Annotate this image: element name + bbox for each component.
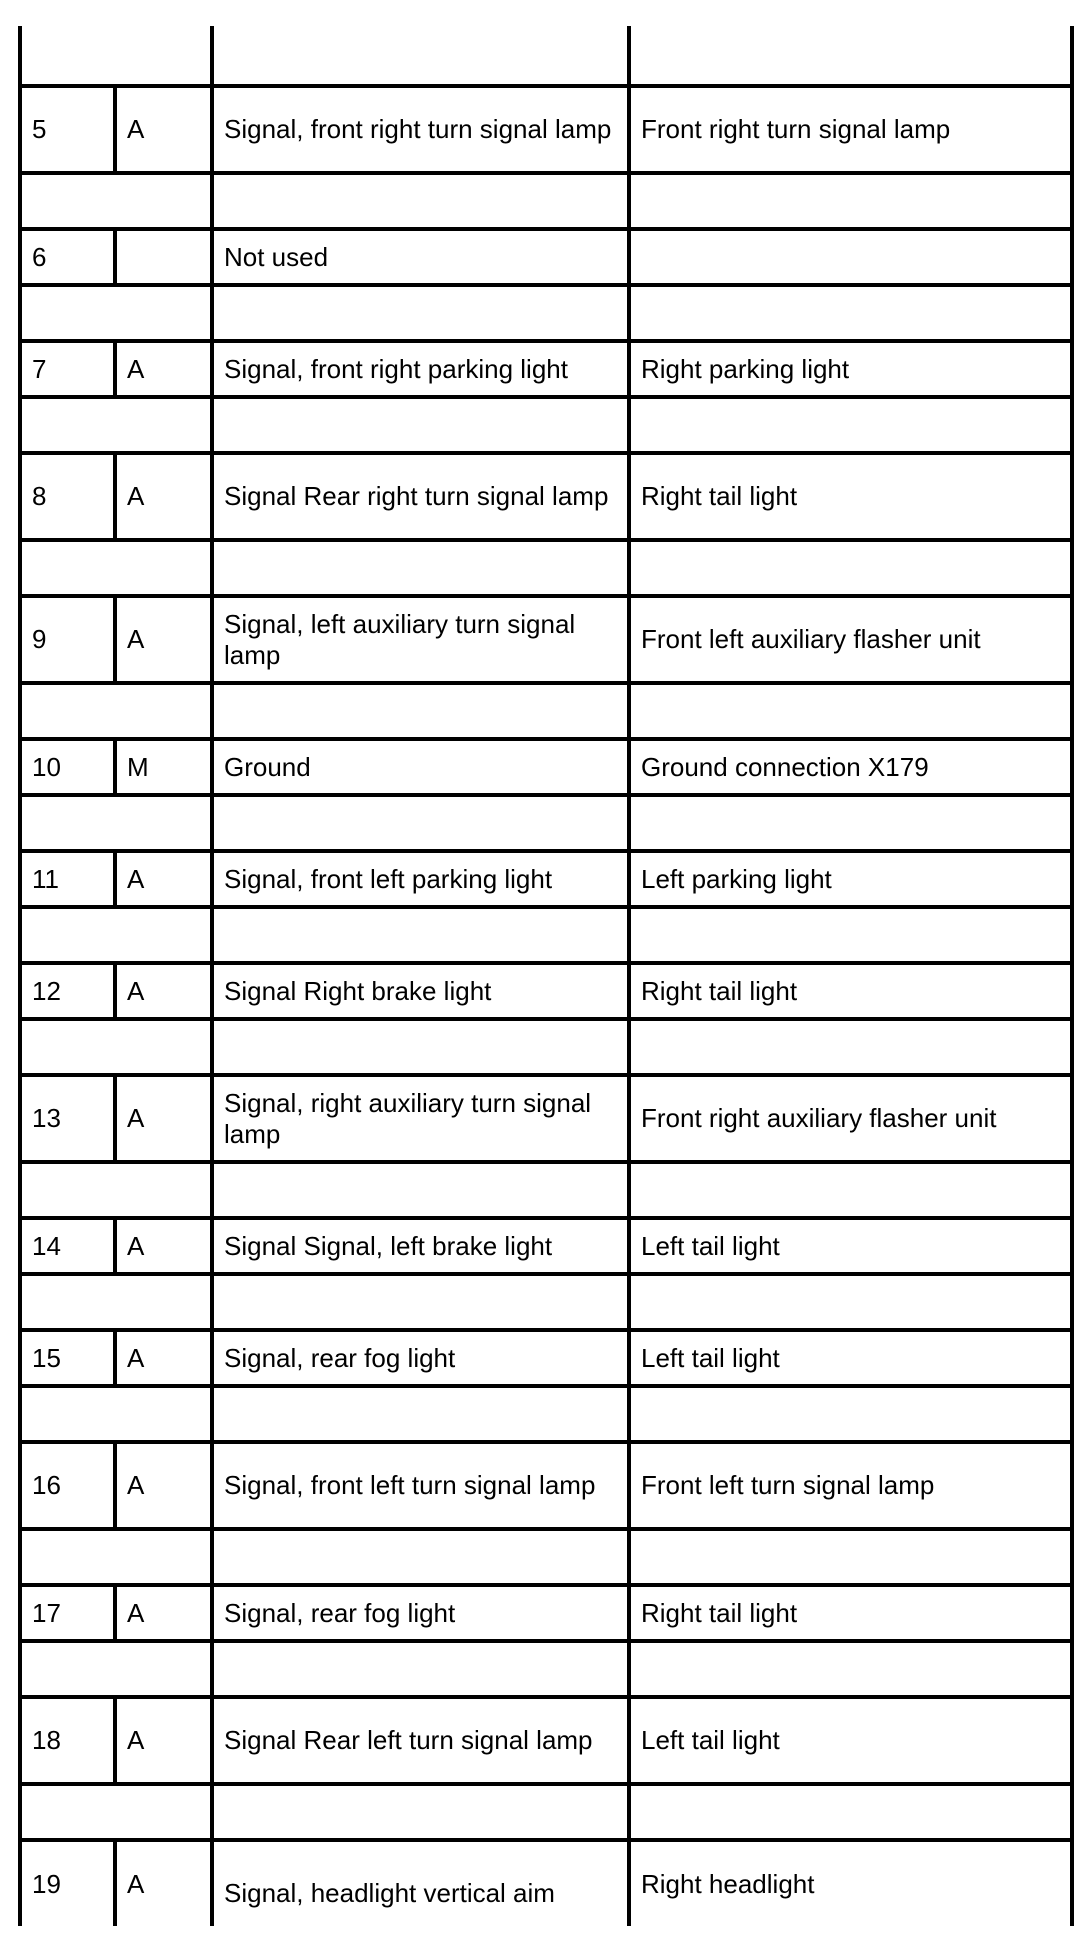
signal-description: Signal Right brake light: [212, 963, 629, 1019]
spacer-row: [20, 1019, 1072, 1075]
component-name: [629, 229, 1072, 285]
component-name: Right tail light: [629, 453, 1072, 540]
pin-number: 7: [20, 341, 115, 397]
table-row: [20, 1840, 1072, 1926]
pin-type: A: [115, 1585, 212, 1641]
component-name: Left tail light: [629, 1218, 1072, 1274]
table-row: [20, 739, 1072, 795]
signal-description: Not used: [212, 229, 629, 285]
component-name: Right tail light: [629, 963, 1072, 1019]
component-name: Right headlight: [629, 1840, 1072, 1926]
signal-description: Ground: [212, 739, 629, 795]
pin-number: 13: [20, 1075, 115, 1162]
pin-type: A: [115, 1075, 212, 1162]
spacer-row: [20, 173, 1072, 229]
pin-number: 12: [20, 963, 115, 1019]
pin-type: A: [115, 453, 212, 540]
pin-type: A: [115, 1330, 212, 1386]
signal-description: Signal, headlight vertical aim: [212, 1840, 629, 1926]
table-row: [20, 1218, 1072, 1274]
connector-pin-table: [18, 26, 1074, 1926]
component-name: Right parking light: [629, 341, 1072, 397]
pin-number: 10: [20, 739, 115, 795]
spacer-row: [20, 285, 1072, 341]
pin-type: A: [115, 1218, 212, 1274]
signal-description: Signal, right auxiliary turn signal lamp: [212, 1075, 629, 1162]
table-row: [20, 453, 1072, 540]
spacer-row: [20, 1386, 1072, 1442]
spacer-row: [20, 1529, 1072, 1585]
table-row: [20, 1442, 1072, 1529]
signal-description: Signal, front left parking light: [212, 851, 629, 907]
pin-number: 19: [20, 1840, 115, 1926]
component-name: Front right turn signal lamp: [629, 86, 1072, 173]
table-row: [20, 851, 1072, 907]
spacer-row: [20, 1784, 1072, 1840]
spacer-row: [20, 1274, 1072, 1330]
signal-description: Signal, front right turn signal lamp: [212, 86, 629, 173]
signal-description: Signal, left auxiliary turn signal lamp: [212, 596, 629, 683]
signal-description: Signal, rear fog light: [212, 1585, 629, 1641]
spacer-row: [20, 907, 1072, 963]
pin-number: 6: [20, 229, 115, 285]
pin-number: 8: [20, 453, 115, 540]
table-row: [20, 341, 1072, 397]
component-name: Front left auxiliary flasher unit: [629, 596, 1072, 683]
signal-description: Signal Signal, left brake light: [212, 1218, 629, 1274]
signal-description: Signal, front left turn signal lamp: [212, 1442, 629, 1529]
component-name: Left tail light: [629, 1697, 1072, 1784]
signal-description: Signal, front right parking light: [212, 341, 629, 397]
table-row: [20, 1330, 1072, 1386]
signal-description: Signal Rear right turn signal lamp: [212, 453, 629, 540]
component-name: Left parking light: [629, 851, 1072, 907]
component-name: Front right auxiliary flasher unit: [629, 1075, 1072, 1162]
signal-description: Signal Rear left turn signal lamp: [212, 1697, 629, 1784]
pin-type: A: [115, 341, 212, 397]
spacer-row: [20, 683, 1072, 739]
pin-type: A: [115, 1442, 212, 1529]
pin-number: 15: [20, 1330, 115, 1386]
spacer-row: [20, 397, 1072, 453]
spacer-row: [20, 795, 1072, 851]
pin-number: 17: [20, 1585, 115, 1641]
pin-type: A: [115, 851, 212, 907]
table-row: [20, 1697, 1072, 1784]
table-row: [20, 963, 1072, 1019]
pin-number: 18: [20, 1697, 115, 1784]
pin-type: A: [115, 596, 212, 683]
pin-type: [115, 229, 212, 285]
component-name: Left tail light: [629, 1330, 1072, 1386]
pin-number: 5: [20, 86, 115, 173]
pin-number: 16: [20, 1442, 115, 1529]
component-name: Ground connection X179: [629, 739, 1072, 795]
pin-number: 14: [20, 1218, 115, 1274]
component-name: Right tail light: [629, 1585, 1072, 1641]
table-row: [20, 229, 1072, 285]
pin-type: A: [115, 963, 212, 1019]
table-row: [20, 86, 1072, 173]
table-row: [20, 1585, 1072, 1641]
spacer-row: [20, 1641, 1072, 1697]
pin-type: A: [115, 1840, 212, 1926]
component-name: Front left turn signal lamp: [629, 1442, 1072, 1529]
pin-number: 11: [20, 851, 115, 907]
spacer-row: [20, 540, 1072, 596]
pin-type: M: [115, 739, 212, 795]
pin-type: A: [115, 1697, 212, 1784]
pin-type: A: [115, 86, 212, 173]
signal-description: Signal, rear fog light: [212, 1330, 629, 1386]
spacer-row: [20, 1162, 1072, 1218]
spacer-row: [20, 26, 1072, 86]
pin-number: 9: [20, 596, 115, 683]
table-row: [20, 596, 1072, 683]
table-row: [20, 1075, 1072, 1162]
